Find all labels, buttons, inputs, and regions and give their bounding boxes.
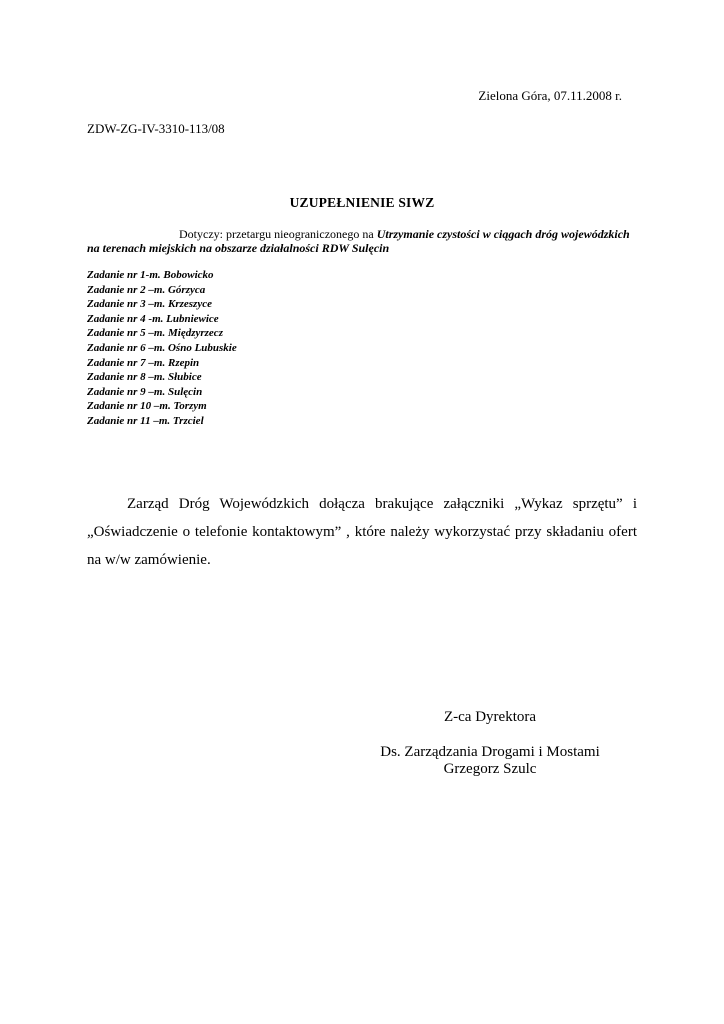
subject-line (87, 227, 637, 255)
list-item: Zadanie nr 10 –m. Torzym (87, 400, 207, 413)
subject-emphasis: Utrzymanie czystości w ciągach dróg wojewódzkich na terenach miejskich na obszarze działalności RDW Sulęcin (87, 227, 630, 255)
list-item: Zadanie nr 2 –m. Górzyca (87, 283, 206, 296)
list-item: Zadanie nr 7 –m. Rzepin (87, 356, 200, 369)
document-date: Zielona Góra, 07.11.2008 r. (478, 88, 622, 103)
list-item: Zadanie nr 8 –m. Słubice (87, 371, 202, 384)
subject-prefix: Dotyczy: przetargu nieograniczonego na (179, 227, 377, 241)
list-item: Zadanie nr 6 –m. Ośno Lubuskie (87, 341, 237, 354)
list-item: Zadanie nr 9 –m. Sulęcin (87, 385, 203, 398)
list-item: Zadanie nr 11 –m. Trzciel (87, 414, 204, 427)
signature-department: Ds. Zarządzania Drogami i Mostami (380, 744, 600, 760)
list-item: Zadanie nr 4 -m. Lubniewice (87, 312, 219, 325)
body-paragraph: Zarząd Dróg Wojewódzkich dołącza brakujące załączniki „Wykaz sprzętu” i „Oświadczenie o telefonie kontaktowym” , które należy wykorzystać przy składaniu ofert na w/w zamówienie. (87, 496, 637, 568)
list-item: Zadanie nr 1-m. Bobowicko (87, 269, 214, 281)
signature-role: Z-ca Dyrektora (443, 709, 537, 725)
task-list (87, 268, 237, 429)
list-item: Zadanie nr 5 –m. Międzyrzecz (87, 327, 223, 340)
reference-number: ZDW-ZG-IV-3310-113/08 (87, 121, 225, 136)
document-title: UZUPEŁNIENIE SIWZ (289, 195, 435, 210)
list-item: Zadanie nr 3 –m. Krzeszyce (87, 298, 212, 311)
signature-name: Grzegorz Szulc (443, 761, 537, 777)
